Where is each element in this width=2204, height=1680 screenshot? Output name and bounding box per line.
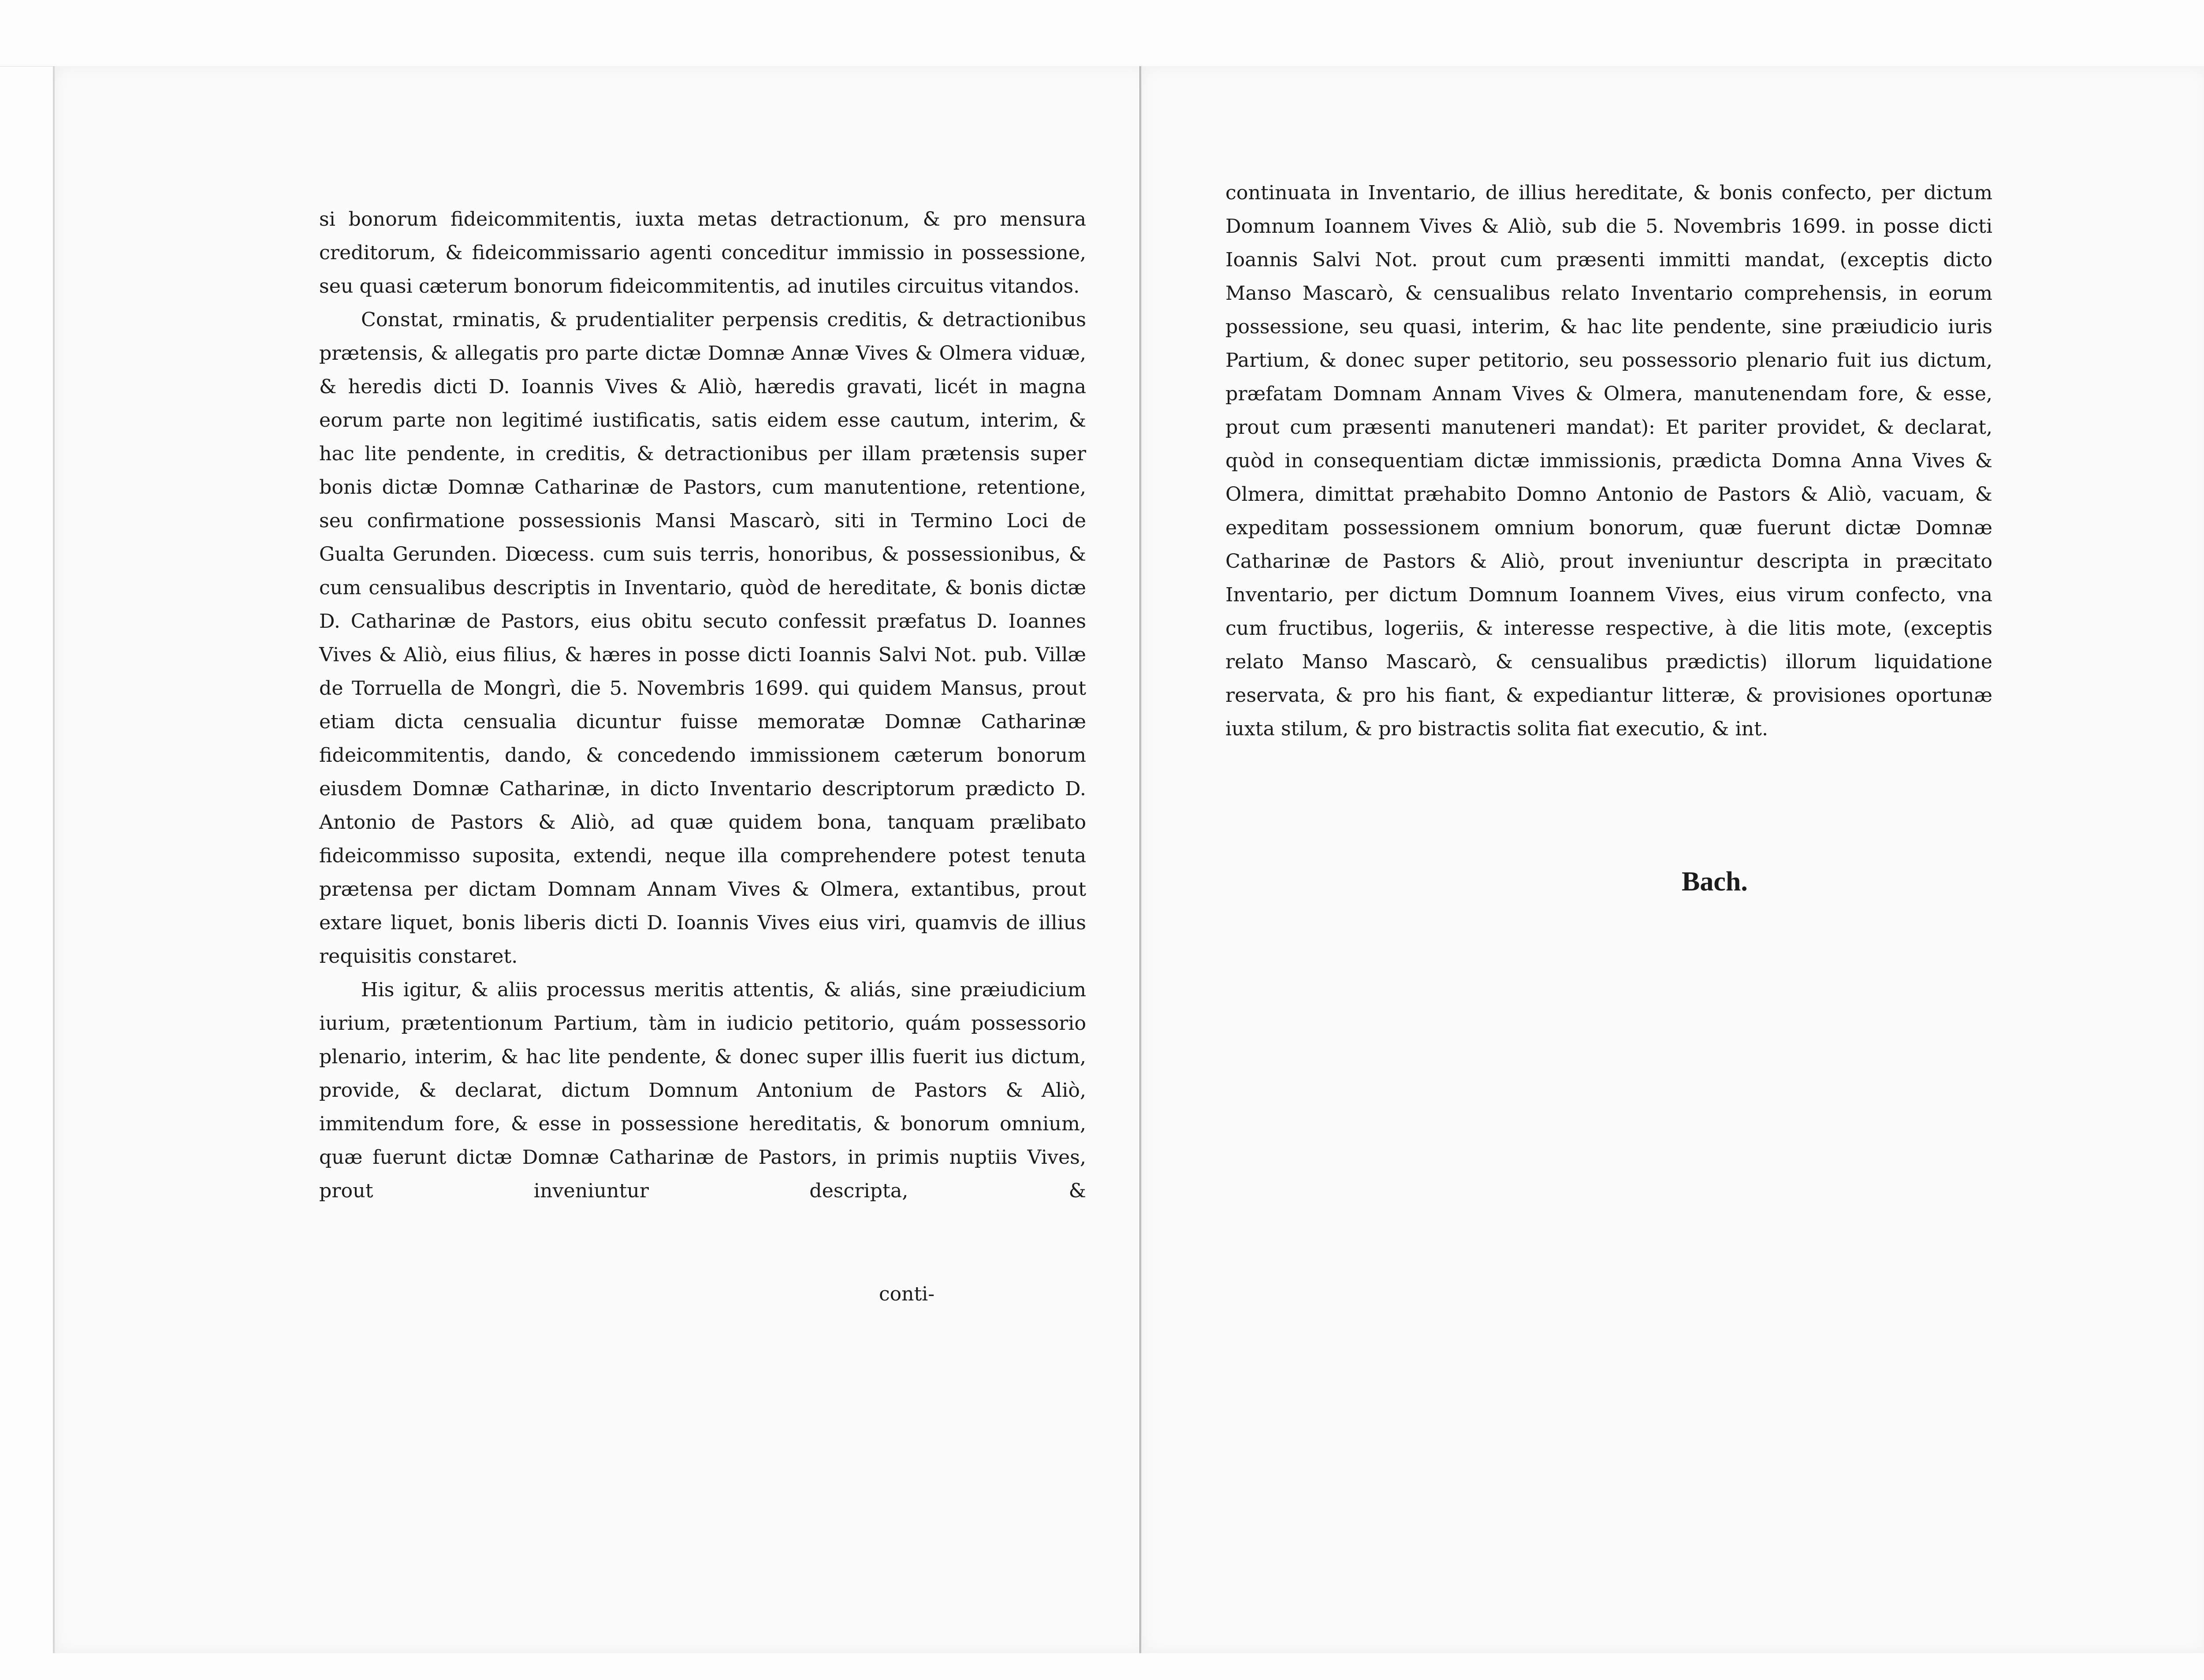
right-paragraph-1: continuata in Inventario, de illius hereditate, & bonis confecto, per dictum Domnum Ioannem Vives & Aliò, sub die 5. Novembris 1699. in posse dicti Ioannis Salvi Not. prout cum præsenti immitti mandat, (exceptis dicto Manso Mascarò, & censualibus relato Inventario comprehensis, in eorum possessione, seu quasi, interim, & hac lite pendente, sine præiudicio iuris Partium, & donec super petitorio, seu possessorio plenario fuit ius dictum, præfatam Domnam Annam Vives & Olmera, manutenendam fore, & esse, prout cum præsenti manuteneri mandat): Et pariter providet, & declarat, quòd in consequentiam dictæ immissionis, prædicta Domna Anna Vives & Olmera, dimittat præhabito Domno Antonio de Pastors & Aliò, vacuam, & expeditam possessionem omnium bonorum, quæ fuerunt dictæ Domnæ Catharinæ de Pastors & Aliò, prout inveniuntur descripta in præcitato Inventario, per dictum Domnum Ioannem Vives, eius virum confecto, vna cum fructibus, logeriis, & interesse respective, à die litis mote, (exceptis relato Manso Mascarò, & censualibus prædictis) illorum liquidatione reservata, & pro his fiant, & expediantur litteræ, & provisiones oportunæ iuxta stilum, & pro bistractis solita fiat executio, & int. [1225,182,1992,740]
right-text-block [1225,176,1992,746]
signature: Bach. [1682,867,1748,897]
left-paragraph-2: Constat, rminatis, & prudentialiter perpensis creditis, & detractionibus prætensis, & allegatis pro parte dictæ Domnæ Annæ Vives & Olmera viduæ, & heredis dicti D. Ioannis Vives & Aliò, hæredis gravati, licét in magna eorum parte non legitimé iustificatis, satis eidem esse cautum, interim, & hac lite pendente, in creditis, & detractionibus per illam prætensis super bonis dictæ Domnæ Catharinæ de Pastors, cum manutentione, retentione, seu confirmatione possessionis Mansi Mascarò, siti in Termino Loci de Gualta Gerunden. Diœcess. cum suis terris, honoribus, & possessionibus, & cum censualibus descriptis in Inventario, quòd de hereditate, & bonis dictæ D. Catharinæ de Pastors, eius obitu secuto confessit præfatus D. Ioannes Vives & Aliò, eius filius, & hæres in posse dicti Ioannis Salvi Not. pub. Villæ de Torruella de Mongrì, die 5. Novembris 1699. qui quidem Mansus, prout etiam dicta censualia dicuntur fuisse memoratæ Domnæ Catharinæ fideicommitentis, dando, & concedendo immissionem cæterum bonorum eiusdem Domnæ Catharinæ, in dicto Inventario descriptorum prædicto D. Antonio de Pastors & Aliò, ad quæ quidem bona, tanquam prælibato fideicommisso suposita, extendi, neque illa comprehendere potest tenuta prætensa per dictam Domnam Annam Vives & Olmera, extantibus, prout extare liquet, bonis liberis dicti D. Ioannis Vives eius viri, quamvis de illius requisitis constaret. [319,309,1086,968]
left-paragraph-3: His igitur, & aliis processus meritis attentis, & aliás, sine præiudicium iurium, prætentionum Partium, tàm in iudicio petitorio, quám possessorio plenario, interim, & hac lite pendente, & donec super illis fuerit ius dictum, provide, & declarat, dictum Domnum Antonium de Pastors & Aliò, immitendum fore, & esse in possessione hereditatis, & bonorum omnium, quæ fuerunt dictæ Domnæ Catharinæ de Pastors, in primis nuptiis Vives, prout inveniuntur descripta, & [319,979,1086,1202]
catchword: conti- [879,1283,935,1305]
left-text-block [319,203,1086,1208]
left-paragraph-1: si bonorum fideicommitentis, iuxta metas detractionum, & pro mensura creditorum, & fideicommissario agenti conceditur immissio in possessione, seu quasi cæterum bonorum fideicommitentis, ad inutiles circuitus vitandos. [319,208,1086,298]
right-page [1142,66,2204,1653]
left-page [53,66,1148,1653]
